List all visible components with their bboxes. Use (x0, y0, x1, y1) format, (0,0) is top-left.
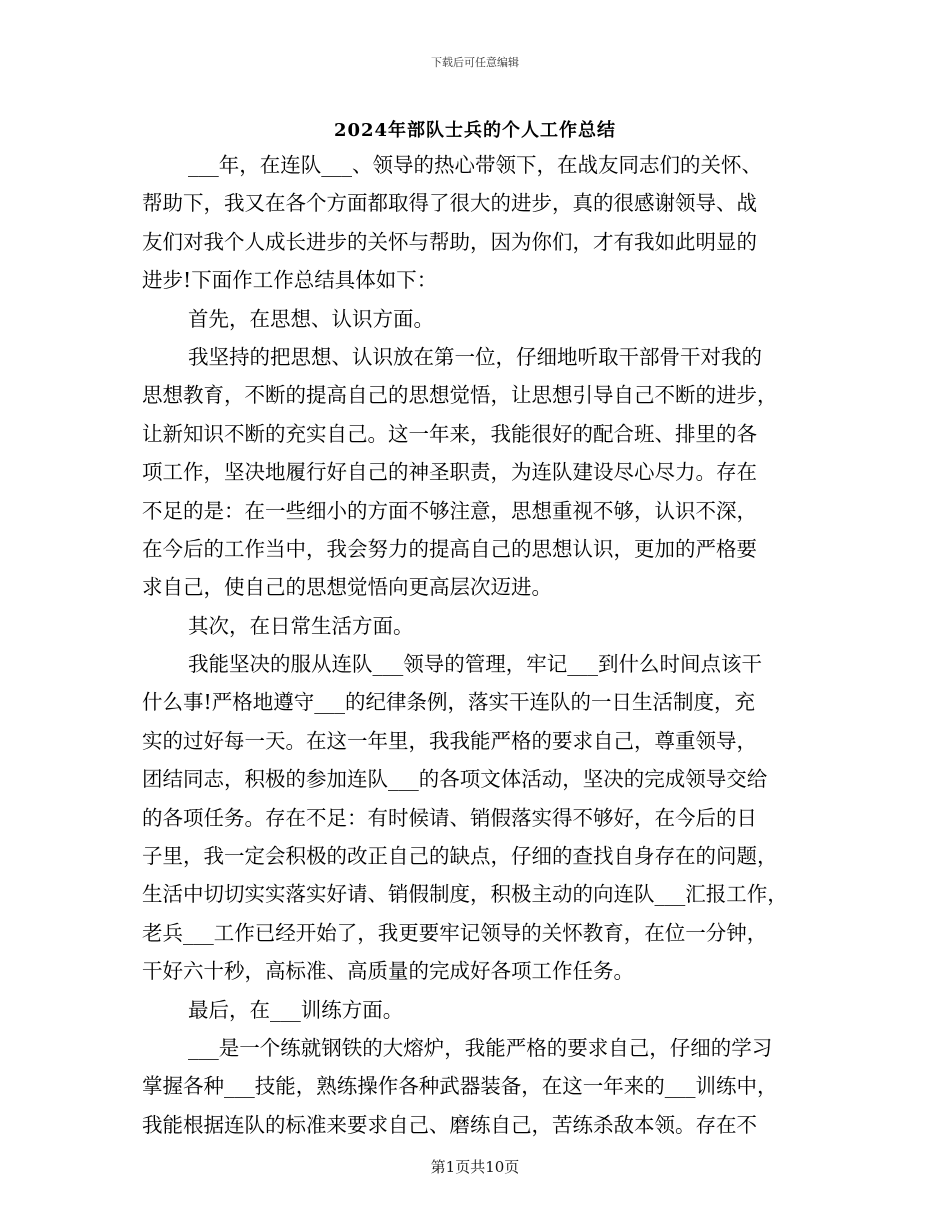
document-body (142, 146, 812, 1144)
header-note: 下载后可任意编辑 (431, 56, 519, 69)
text-line: 老兵___工作已经开始了，我更要牢记领导的关怀教育，在位一分钟， (142, 920, 768, 945)
text-line: ___是一个练就钢铁的大熔炉，我能严格的要求自己，仔细的学习 (188, 1035, 773, 1060)
text-line: ___年，在连队___、领导的热心带领下，在战友同志们的关怀、 (188, 153, 762, 177)
text-line: 思想教育，不断的提高自己的思想觉悟，让思想引导自己不断的进步， (142, 383, 778, 408)
text-line: 掌握各种___技能，熟练操作各种武器装备，在这一年来的___训练中， (142, 1074, 778, 1099)
text-line: 项工作，坚决地履行好自己的神圣职责，为连队建设尽心尽力。存在 (142, 460, 757, 485)
text-line: 生活中切切实实落实好请、销假制度，积极主动的向连队___汇报工作， (142, 882, 788, 907)
text-line: 干好六十秒，高标准、高质量的完成好各项工作任务。 (142, 959, 634, 984)
text-line: 帮助下，我又在各个方面都取得了很大的进步，真的很感谢领导、战 (142, 191, 757, 216)
text-line: 子里，我一定会积极的改正自己的缺点，仔细的查找自身存在的问题， (142, 844, 778, 869)
page-footer: 第1页共10页 (430, 1158, 520, 1176)
text-line: 求自己，使自己的思想觉悟向更高层次迈进。 (142, 575, 552, 600)
text-line: 不足的是：在一些细小的方面不够注意，思想重视不够，认识不深， (142, 498, 757, 523)
text-line: 在今后的工作当中，我会努力的提高自己的思想认识，更加的严格要 (142, 536, 757, 561)
text-line: 我能根据连队的标准来要求自己、磨练自己，苦练杀敌本领。存在不 (142, 1112, 757, 1137)
text-line: 什么事!严格地遵守___的纪律条例，落实干连队的一日生活制度，充 (142, 690, 755, 715)
text-line: 让新知识不断的充实自己。这一年来，我能很好的配合班、排里的各 (142, 421, 757, 446)
text-line: 进步!下面作工作总结具体如下： (142, 268, 438, 293)
text-line: 团结同志，积极的参加连队___的各项文体活动，坚决的完成领导交给 (142, 767, 768, 792)
text-line: 友们对我个人成长进步的关怀与帮助，因为你们，才有我如此明显的 (142, 229, 757, 254)
document-title: 2024年部队士兵的个人工作总结 (333, 120, 617, 141)
section-heading-training: 最后，在___训练方面。 (188, 997, 404, 1022)
text-line: 我能坚决的服从连队___领导的管理，牢记___到什么时间点该干 (188, 652, 762, 677)
text-line: 我坚持的把思想、认识放在第一位，仔细地听取干部骨干对我的 (188, 344, 762, 369)
text-line: 实的过好每一天。在这一年里，我我能严格的要求自己，尊重领导， (142, 728, 757, 753)
text-line: 的各项任务。存在不足：有时候请、销假落实得不够好，在今后的日 (142, 805, 757, 830)
section-heading-daily-life: 其次，在日常生活方面。 (188, 613, 414, 638)
section-heading-thought: 首先，在思想、认识方面。 (188, 306, 434, 331)
